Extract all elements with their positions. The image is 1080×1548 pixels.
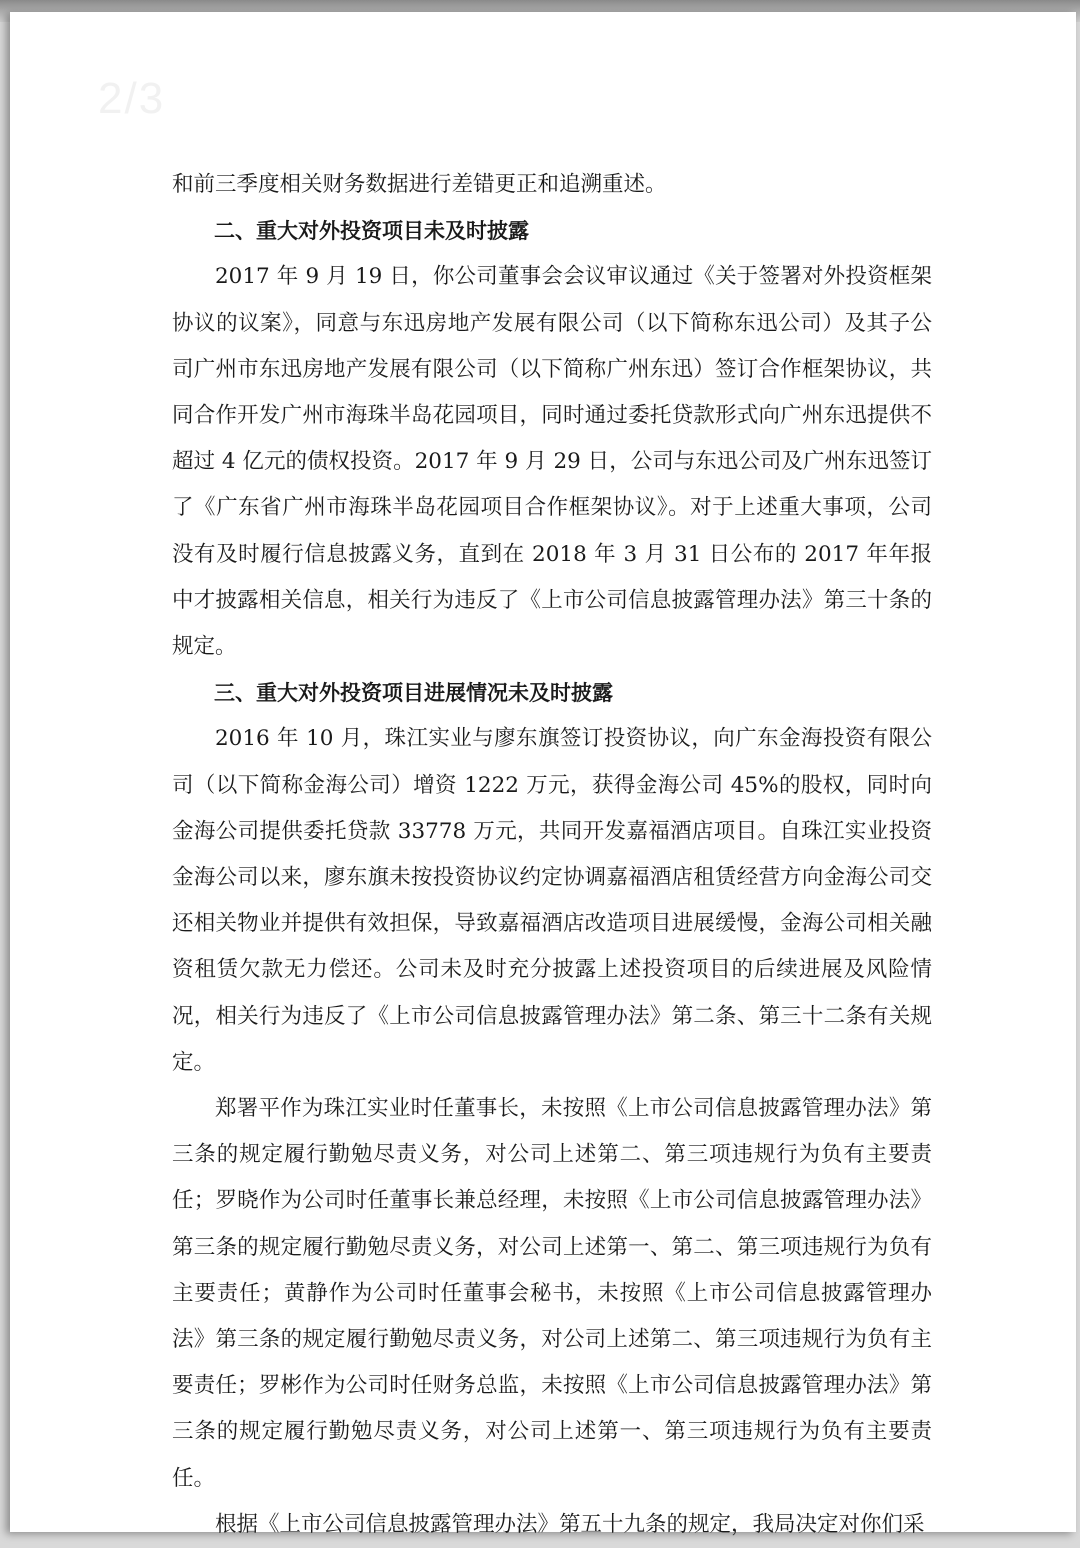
paragraph-section-3: 2016 年 10 月，珠江实业与廖东旗签订投资协议，向广东金海投资有限公司（以下简称金海公司）增资 1222 万元，获得金海公司 45%的股权，同时向金海公司提供委托贷款 33778 万元，共同开发嘉福酒店项目。自珠江实业投资金海公司以来，廖东旗未按投资协议约定协调嘉福酒店租赁经营方向金海公司交还相关物业并提供有效担保，导致嘉福酒店改造项目进展缓慢，金海公司相关融资租赁欠款无力偿还。公司未及时充分披露上述投资项目的后续进展及风险情况，相关行为违反了《上市公司信息披露管理办法》第二条、第三十二条有关规定。 — [172, 726, 932, 1075]
paragraph-section-2: 2017 年 9 月 19 日，你公司董事会会议审议通过《关于签署对外投资框架协议的议案》，同意与东迅房地产发展有限公司（以下简称东迅公司）及其子公司广州市东迅房地产发展有限公司（以下简称广州东迅）签订合作框架协议，共同合作开发广州市海珠半岛花园项目，同时通过委托贷款形式向广州东迅提供不超过 4 亿元的债权投资。2017 年 9 月 29 日，公司与东迅公司及广州东迅签订了《广东省广州市海珠半岛花园项目合作框架协议》。对于上述重大事项，公司没有及时履行信息披露义务，直到在 2018 年 3 月 31 日公布的 2017 年年报中才披露相关信息，相关行为违反了《上市公司信息披露管理办法》第三十条的规定。 — [172, 264, 932, 660]
section-heading-2: 二、重大对外投资项目未及时披露 — [214, 219, 529, 244]
section-heading-3: 三、重大对外投资项目进展情况未及时披露 — [214, 681, 613, 706]
page-number-watermark: 2/3 — [98, 74, 166, 123]
document-body — [172, 162, 932, 1548]
document-page — [10, 12, 1076, 1537]
paragraph-continuation: 和前三季度相关财务数据进行差错更正和追溯重述。 — [172, 172, 667, 197]
paragraph-responsibility: 郑署平作为珠江实业时任董事长，未按照《上市公司信息披露管理办法》第三条的规定履行勤勉尽责义务，对公司上述第二、第三项违规行为负有主要责任；罗晓作为公司时任董事长兼总经理，未按照《上市公司信息披露管理办法》第三条的规定履行勤勉尽责义务，对公司上述第一、第二、第三项违规行为负有主要责任；黄静作为公司时任董事会秘书，未按照《上市公司信息披露管理办法》第三条的规定履行勤勉尽责义务，对公司上述第二、第三项违规行为负有主要责任；罗彬作为公司时任财务总监，未按照《上市公司信息披露管理办法》第三条的规定履行勤勉尽责义务，对公司上述第一、第三项违规行为负有主要责任。 — [172, 1096, 932, 1491]
paragraph-decision: 根据《上市公司信息披露管理办法》第五十九条的规定，我局决定对你们采 — [215, 1511, 925, 1537]
